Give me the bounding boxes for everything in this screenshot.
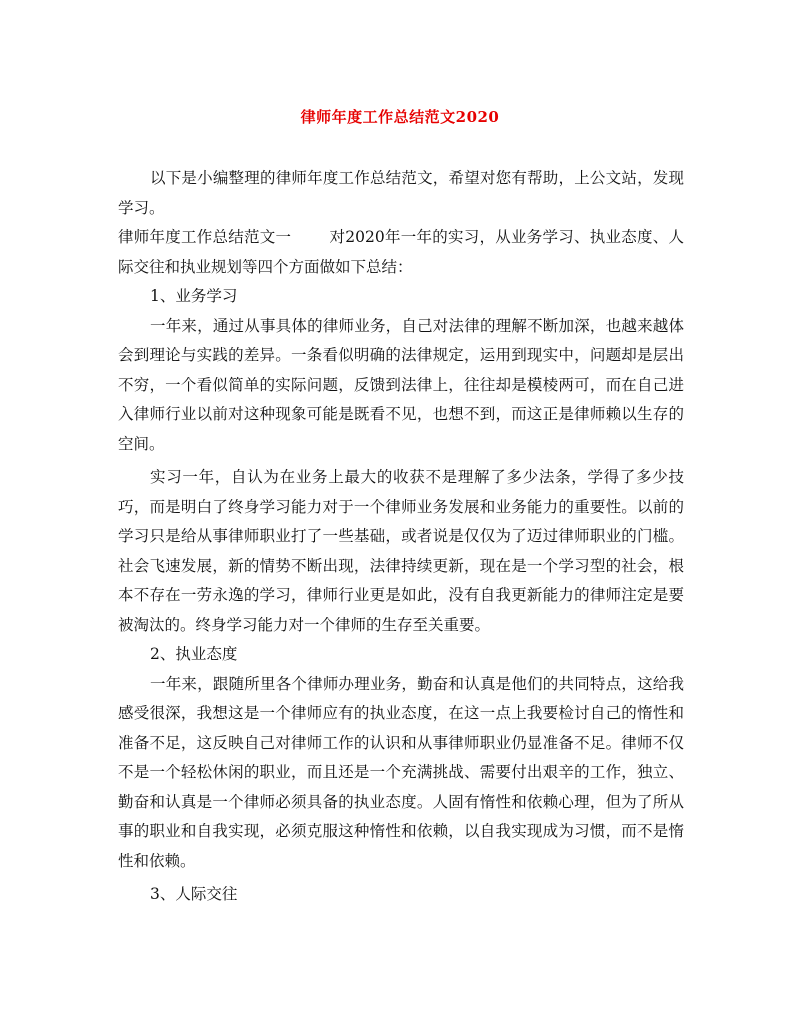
document-body xyxy=(118,164,684,910)
sample-intro-text: 对2020年一年的实习，从业务学习、执业态度、人际交往和执业规划等四个方面做如下总结： xyxy=(118,228,684,276)
sample-intro-paragraph xyxy=(118,223,684,282)
section-2-paragraph-1: 一年来，跟随所里各个律师办理业务，勤奋和认真是他们的共同特点，这给我感受很深，我想这是一个律师应有的执业态度，在这一点上我要检讨自己的惰性和准备不足，这反映自己对律师工作的认识和从事律师职业仍显准备不足。律师不仅不是一个轻松休闲的职业，而且还是一个充满挑战、需要付出艰辛的工作，独立、勤奋和认真是一个律师必须具备的执业态度。人固有惰性和依赖心理，但为了所从事的职业和自我实现，必须克服这种惰性和依赖，以自我实现成为习惯，而不是惰性和依赖。 xyxy=(118,674,684,870)
section-heading-2: 2、执业态度 xyxy=(150,645,238,663)
sample-label: 律师年度工作总结范文一 xyxy=(118,228,292,246)
section-1-paragraph-1: 一年来，通过从事具体的律师业务，自己对法律的理解不断加深，也越来越体会到理论与实践的差异。一条看似明确的法律规定，运用到现实中，问题却是层出不穷，一个看似简单的实际问题，反馈到法律上，往往却是模棱两可，而在自己进入律师行业以前对这种现象可能是既看不见，也想不到，而这正是律师赖以生存的空间。 xyxy=(118,316,684,453)
section-heading-3: 3、人际交往 xyxy=(150,885,238,903)
section-1-paragraph-2: 实习一年，自认为在业务上最大的收获不是理解了多少法条，学得了多少技巧，而是明白了终身学习能力对于一个律师业务发展和业务能力的重要性。以前的学习只是给从事律师职业打了一些基础，或者说是仅仅为了迈过律师职业的门槛。社会飞速发展，新的情势不断出现，法律持续更新，现在是一个学习型的社会，根本不存在一劳永逸的学习，律师行业更是如此，没有自我更新能力的律师注定是要被淘汰的。终身学习能力对一个律师的生存至关重要。 xyxy=(118,468,684,634)
intro-paragraph: 以下是小编整理的律师年度工作总结范文，希望对您有帮助，上公文站，发现学习。 xyxy=(118,169,684,217)
document-title: 律师年度工作总结范文2020 xyxy=(300,108,500,126)
section-heading-1: 1、业务学习 xyxy=(150,287,238,305)
